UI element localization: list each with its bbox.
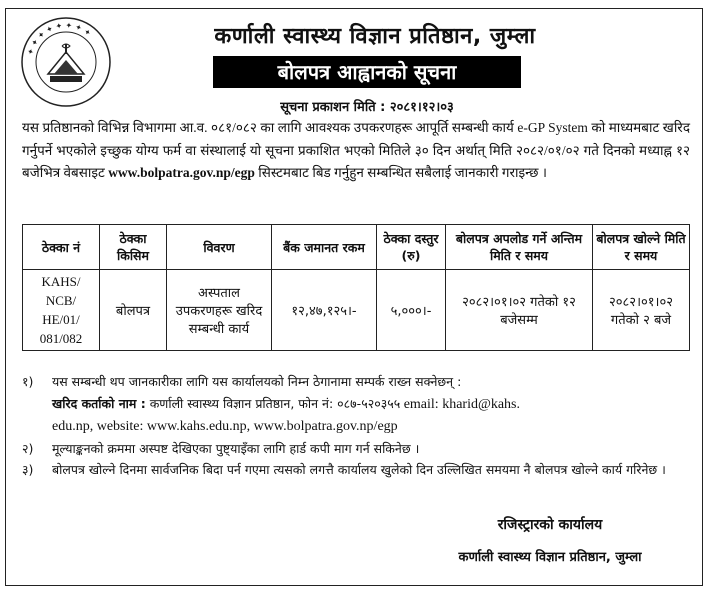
upload-deadline: २०८२।०१।०२ गतेको १२ बजेसम्म xyxy=(446,270,593,351)
col-header-contract-type: ठेक्का किसिम xyxy=(100,225,167,270)
bank-guarantee: १२,४७,१२५।- xyxy=(272,270,377,351)
list-item: २) मूल्याङ्कनको क्रममा अस्पष्ट देखिएका पुष्ट्याइँका लागि हार्ड कपी माग गर्न सकिनेछ । xyxy=(22,440,420,456)
signature-org: कर्णाली स्वास्थ्य विज्ञान प्रतिष्ठान, जुम्ला xyxy=(458,550,642,565)
contact-info: खरिद कर्ताको नाम : कर्णाली स्वास्थ्य विज्ञान प्रतिष्ठान, फोन नं: ०८७-५२०३५५ email: kharid@kahs. edu.np, website: www.kahs.edu.np, www.bolpatra.gov.np/egp xyxy=(52,395,521,434)
notice-title: बोलपत्र आह्वानको सूचना xyxy=(213,56,521,88)
contract-type: बोलपत्र xyxy=(100,270,167,351)
publish-date: सूचना प्रकाशन मिति : २०८१।१२।०३ xyxy=(280,100,454,115)
kahs-logo xyxy=(18,14,114,110)
col-header-description: विवरण xyxy=(167,225,272,270)
body-paragraph: यस प्रतिष्ठानको विभिन्न विभागमा आ.व. ०८१/०८२ का लागि आवश्यक उपकरणहरू आपूर्ति सम्बन्धी कार्य e-GP System को माध्यमबाट खरिद गर्नुपर्ने भएकोले इच्छुक योग्य फर्म वा संस्थालाई यो सूचना प्रकाशित भएको मितिले ३० दिन अर्थात् मिति २०८२/०१/०२ गते दिनको मध्याह्न १२ बजेभित्र वेबसाइट www.bolpatra.gov.np/egp सिस्टमबाट बिड गर्नुहुन सम्बन्धित सबैलाई जानकारी गराइन्छ । xyxy=(22,120,691,180)
list-item: ३) बोलपत्र खोल्ने दिनमा सार्वजनिक बिदा पर्न गएमा त्यसको लगत्तै कार्यालय खुलेको दिन उल्लिखित समयमा नै बोलपत्र खोल्ने कार्य गरिनेछ । xyxy=(22,462,666,477)
col-header-contract-no: ठेक्का नं xyxy=(23,225,100,270)
signature-office: रजिस्ट्रारको कार्यालय xyxy=(497,517,603,533)
email-link[interactable]: email: kharid@kahs. xyxy=(400,396,521,412)
bolpatra-link[interactable]: www.bolpatra.gov.np/egp xyxy=(108,165,255,180)
description: अस्पताल उपकरणहरू खरिद सम्बन्धी कार्य xyxy=(167,270,272,351)
opening-time: २०८२।०१।०२ गतेको २ बजे xyxy=(593,270,690,351)
col-header-upload-deadline: बोलपत्र अपलोड गर्ने अन्तिम मिति र समय xyxy=(446,225,593,270)
list-item: १) यस सम्बन्धी थप जानकारीका लागि यस कार्यालयको निम्न ठेगानामा सम्पर्क राख्न सक्नेछन् : xyxy=(22,374,462,389)
col-header-opening: बोलपत्र खोल्ने मिति र समय xyxy=(593,225,690,270)
table-row xyxy=(23,270,690,351)
col-header-bank-guarantee: बैंक जमानत रकम xyxy=(272,225,377,270)
svg-text:✦ ✦ ✦ ✦ ✦ ✦ ✦ ✦: ✦ ✦ ✦ ✦ ✦ ✦ ✦ ✦ xyxy=(25,20,93,57)
org-title: कर्णाली स्वास्थ्य विज्ञान प्रतिष्ठान, जुम्ला xyxy=(214,24,536,49)
tender-table xyxy=(22,224,690,351)
fee: ५,०००।- xyxy=(377,270,446,351)
website-links[interactable]: edu.np, website: www.kahs.edu.np, www.bolpatra.gov.np/egp xyxy=(52,419,398,434)
col-header-fee: ठेक्का दस्तुर (रु) xyxy=(377,225,446,270)
notes-list xyxy=(22,371,690,481)
contract-number: KAHS/ NCB/ HE/01/ 081/082 xyxy=(23,270,100,351)
table-header-row xyxy=(23,225,690,270)
